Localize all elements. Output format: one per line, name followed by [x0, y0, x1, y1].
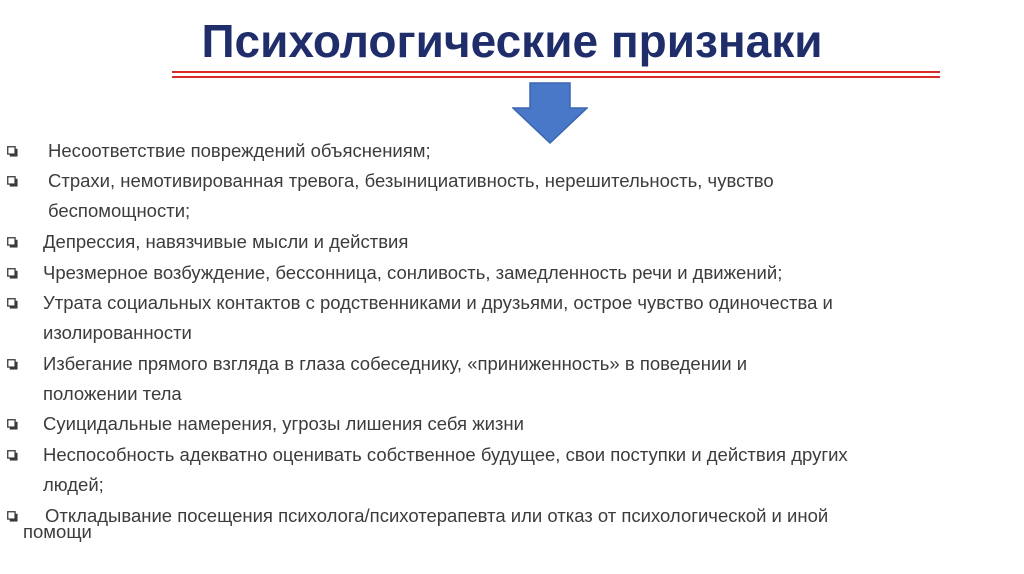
checkbox-bullet-icon: [7, 146, 18, 157]
checkbox-bullet-icon: [7, 268, 18, 279]
list-item-text: Неспособность адекватно оценивать собственное будущее, свои поступки и действия других: [43, 444, 848, 465]
list-item-continuation: положении тела: [43, 383, 182, 404]
list-item-text: Избегание прямого взгляда в глаза собеседнику, «приниженность» в поведении и: [43, 353, 748, 374]
list-item-continuation: людей;: [43, 474, 104, 495]
checkbox-bullet-icon: [7, 359, 18, 370]
title-underline-top: [172, 71, 940, 73]
checkbox-bullet-icon: [7, 450, 18, 461]
list-item-text: Суицидальные намерения, угрозы лишения себя жизни: [43, 413, 524, 434]
checkbox-bullet-icon: [7, 237, 18, 248]
list-item-text: Страхи, немотивированная тревога, безынициативность, нерешительность, чувство: [48, 170, 774, 191]
list-item-continuation: помощи: [23, 521, 92, 542]
list-item-text: Депрессия, навязчивые мысли и действия: [43, 231, 409, 252]
page-title: Психологические признаки: [201, 15, 823, 67]
list-item-continuation: беспомощности;: [48, 200, 191, 221]
list-item-text: Утрата социальных контактов с родственниками и друзьями, острое чувство одиночества и: [43, 292, 833, 313]
checkbox-bullet-icon: [7, 419, 18, 430]
checkbox-bullet-icon: [7, 511, 18, 522]
list-item-text: Откладывание посещения психолога/психотерапевта или отказ от психологической и иной: [45, 505, 829, 526]
down-arrow-icon: [512, 82, 588, 144]
list-item-text: Несоответствие повреждений объяснениям;: [48, 140, 431, 161]
checkbox-bullet-icon: [7, 176, 18, 187]
title-underline-bottom: [172, 76, 940, 78]
list-item-text: Чрезмерное возбуждение, бессонница, сонливость, замедленность речи и движений;: [43, 262, 783, 283]
checkbox-bullet-icon: [7, 298, 18, 309]
list-item-continuation: изолированности: [43, 322, 192, 343]
